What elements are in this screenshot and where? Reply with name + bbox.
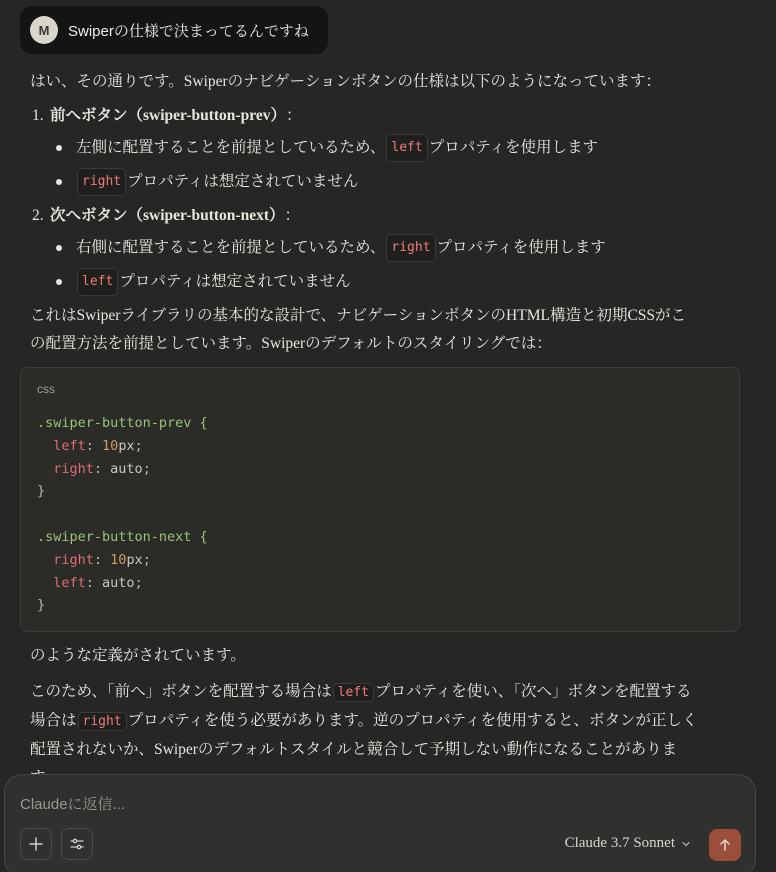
inline-code: left xyxy=(77,268,118,296)
css-colon: : xyxy=(85,437,103,454)
css-colon: : xyxy=(93,551,111,568)
inline-code: right xyxy=(386,234,435,262)
reply-composer[interactable] xyxy=(4,774,756,872)
bullet-text: 右側に配置することを前提としているため、 xyxy=(76,239,386,256)
paragraph-line: これはSwiperライブラリの基本的な設計で、ナビゲーションボタンのHTML構造と初期CSSがこ xyxy=(30,307,687,324)
model-selector[interactable] xyxy=(565,835,691,852)
css-selector: .swiper-button-prev { xyxy=(37,415,208,431)
send-button[interactable] xyxy=(709,829,741,861)
code-block[interactable] xyxy=(20,367,740,632)
bullet-item xyxy=(56,168,720,196)
css-property: right xyxy=(53,460,94,477)
assistant-response xyxy=(30,64,720,358)
list-item xyxy=(30,102,720,196)
code-language-label: css xyxy=(37,382,55,396)
code-brace: } xyxy=(37,483,46,500)
response-continued xyxy=(30,642,720,792)
css-property: left xyxy=(53,574,86,591)
code-line xyxy=(37,575,143,591)
response-intro: はい、その通りです。Swiperのナビゲーションボタンの仕様は以下のようになっています： xyxy=(30,73,662,90)
bullet-icon xyxy=(56,245,62,251)
list-colon: ： xyxy=(284,207,301,224)
code-line xyxy=(37,461,151,477)
list-number: 2. xyxy=(32,207,44,224)
list-item xyxy=(30,202,720,296)
css-semicolon: ; xyxy=(134,574,143,591)
list-title: 前へボタン（swiper-button-prev） xyxy=(50,107,286,124)
code-content[interactable] xyxy=(37,412,208,617)
arrow-up-icon xyxy=(718,838,732,852)
tools-button[interactable] xyxy=(61,828,93,860)
css-unit: px xyxy=(126,551,143,568)
chevron-down-icon xyxy=(681,839,691,849)
list-number: 1. xyxy=(32,107,44,124)
inline-code: left xyxy=(333,683,374,702)
list-colon: ： xyxy=(285,107,302,124)
bullet-icon xyxy=(56,279,62,285)
bullet-list xyxy=(56,134,720,196)
css-unit: px xyxy=(118,437,135,454)
css-value: auto xyxy=(102,574,135,591)
paragraph-line xyxy=(30,678,720,707)
bullet-text: プロパティは想定されていません xyxy=(119,273,351,290)
add-button[interactable] xyxy=(20,828,52,860)
bullet-text: 左側に配置することを前提としているため、 xyxy=(76,139,386,156)
css-property: left xyxy=(53,437,86,454)
numbered-list xyxy=(30,102,720,296)
model-label: Claude 3.7 Sonnet xyxy=(564,835,675,851)
code-brace: } xyxy=(37,597,46,614)
css-semicolon: ; xyxy=(134,437,143,454)
user-message-text: Swiperの仕様で決まってるんですね xyxy=(68,22,309,40)
plus-icon xyxy=(28,836,44,852)
paragraph-text: 場合は xyxy=(30,712,77,729)
paragraph-line: 配置されないか、Swiperのデフォルトスタイルと競合して予期しない動作になることがありま xyxy=(30,741,678,758)
inline-code: right xyxy=(78,712,127,731)
css-semicolon: ; xyxy=(142,551,151,568)
bullet-item xyxy=(56,234,720,262)
css-number: 10 xyxy=(110,551,127,568)
inline-code: right xyxy=(77,168,126,196)
bullet-list xyxy=(56,234,720,296)
paragraph xyxy=(30,302,720,358)
bullet-text: プロパティを使用します xyxy=(436,239,606,256)
css-colon: : xyxy=(93,460,111,477)
css-value: auto xyxy=(110,460,143,477)
css-property: right xyxy=(53,551,94,568)
paragraph-line: の配置方法を前提としています。Swiperのデフォルトのスタイリングでは： xyxy=(30,335,552,352)
paragraph-text: プロパティを使い、「次へ」ボタンを配置する xyxy=(374,683,692,700)
css-number: 10 xyxy=(102,437,119,454)
avatar[interactable]: M xyxy=(30,16,58,44)
bullet-icon xyxy=(56,179,62,185)
paragraph-text: プロパティを使う必要があります。逆のプロパティを使用すると、ボタンが正しく xyxy=(127,712,698,729)
paragraph-text: このため、「前へ」ボタンを配置する場合は xyxy=(30,683,332,700)
css-selector: .swiper-button-next { xyxy=(37,528,208,545)
code-line xyxy=(37,438,143,454)
list-title: 次へボタン（swiper-button-next） xyxy=(50,207,285,224)
code-line xyxy=(37,552,151,568)
bullet-text: プロパティを使用します xyxy=(428,139,598,156)
inline-code: left xyxy=(386,134,427,162)
paragraph-line xyxy=(30,707,720,736)
bullet-item xyxy=(56,134,720,162)
bullet-item xyxy=(56,268,720,296)
bullet-text: プロパティは想定されていません xyxy=(127,173,359,190)
css-colon: : xyxy=(85,574,103,591)
after-code-text: のような定義がされています。 xyxy=(30,647,246,664)
sliders-icon xyxy=(69,836,85,852)
css-semicolon: ; xyxy=(142,460,151,477)
reply-input[interactable]: Claudeに返信... xyxy=(20,796,126,813)
bullet-icon xyxy=(56,145,62,151)
user-message xyxy=(20,6,328,54)
